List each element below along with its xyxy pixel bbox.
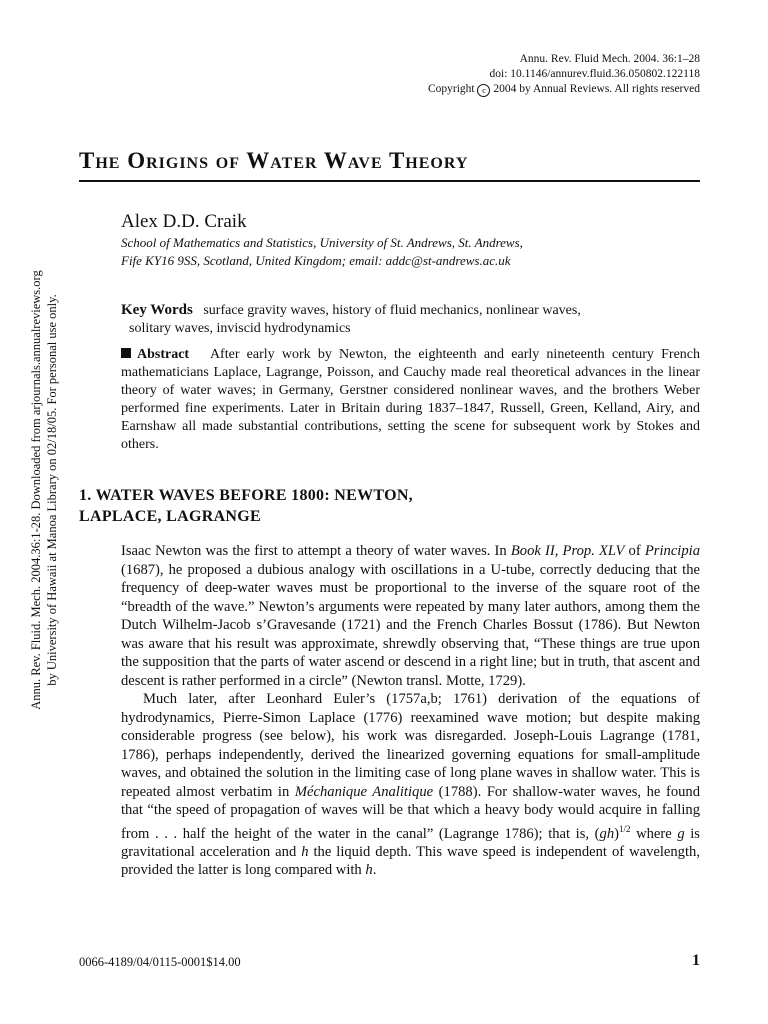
doi-line: doi: 10.1146/annurev.fluid.36.050802.122118	[489, 68, 700, 80]
text-run: is gravitational acceleration and	[121, 825, 700, 860]
text-run: the liquid depth. This wave speed is independent of wavelength, provided the latter is long compared with	[121, 843, 700, 879]
text-run: ,	[554, 543, 563, 559]
text-run: where	[630, 825, 678, 842]
square-bullet-icon	[121, 348, 131, 358]
text-run: of	[624, 543, 645, 559]
superscript: 1/2	[618, 823, 631, 834]
italic-run: Principia	[644, 543, 701, 559]
section-heading-line-1: 1. WATER WAVES BEFORE 1800: NEWTON,	[79, 487, 413, 504]
italic-run: h	[301, 843, 309, 860]
text-run: )	[614, 825, 619, 842]
section-heading-line-2: LAPLACE, LAGRANGE	[79, 508, 262, 525]
paragraph-2	[121, 690, 700, 880]
keywords-text-1: surface gravity waves, history of fluid mechanics, nonlinear waves,	[203, 303, 581, 318]
text-run: (1788). For shallow-water waves, he found that “the speed of propagation of waves will be that which a heavy body would acquire in falling from . . . half the height of the water in the canal” (Lagrange 1786); that is, (	[121, 783, 701, 842]
copyright-prefix: Copyright	[427, 83, 475, 95]
journal-header	[428, 52, 700, 97]
abstract-label: Abstract	[137, 347, 190, 362]
copyright-suffix: 2004 by Annual Reviews. All rights reserved	[493, 83, 700, 95]
text-run: Much later, after Leonhard Euler’s (1757a,b; 1761) derivation of the equations of hydrodynamics, Pierre-Simon Laplace (1776) reexamined wave motion; but despite making considerable progress (see below), his work was disregarded. Joseph-Louis Lagrange (1781, 1786), perhaps independently, derived the linearized governing equations for small-amplitude waves, and obtained the solution in the limiting case of long plane waves in shallow water. This is repeated almost verbatim in	[121, 691, 700, 800]
copyright-icon: c	[477, 84, 490, 97]
keywords-text-2: solitary waves, inviscid hydrodynamics	[129, 321, 351, 336]
author-block	[121, 210, 701, 270]
text-run: Isaac Newton was the first to attempt a theory of water waves. In	[121, 543, 511, 559]
paragraph-1	[121, 542, 700, 690]
italic-run: gh	[599, 825, 615, 842]
italic-run: g	[677, 825, 685, 842]
keywords-label: Key Words	[121, 302, 193, 318]
footer-code: 0066-4189/04/0115-0001$14.00	[79, 955, 241, 969]
abstract-block	[121, 346, 700, 454]
italic-run: Prop. XLV	[562, 543, 625, 559]
italic-run: Book II	[510, 543, 555, 559]
text-run: (1687), he proposed a dubious analogy with oscillations in a U-tube, correctly deducing that the frequency of deep-water waves must be proportional to the inverse of the square root of the “breadth of the wave.” Newton’s arguments were repeated by many later authors, among them the Dutch Wilhelm-Jacob s’Gravesande (1721) and the French Charles Bossut (1786). But Newton was aware that his result was approximate, shrewdly observing that, “These things are true upon the supposition that the parts of water ascend or descend in a right line; but in truth, that ascent and descent is rather performed in a circle” (Newton transl. Motte, 1729).	[121, 561, 700, 689]
article-title: The Origins of Water Wave Theory	[79, 148, 469, 173]
keywords-block	[121, 301, 700, 338]
download-watermark	[28, 260, 60, 720]
affiliation-line-2: Fife KY16 9SS, Scotland, United Kingdom; email: addc@st-andrews.ac.uk	[121, 253, 511, 268]
title-rule	[79, 180, 700, 182]
copyright-line	[428, 82, 700, 97]
italic-run: h	[365, 862, 373, 879]
journal-citation: Annu. Rev. Fluid Mech. 2004. 36:1–28	[519, 53, 700, 65]
affiliation-line-1: School of Mathematics and Statistics, University of St. Andrews, St. Andrews,	[121, 235, 523, 250]
page-number: 1	[692, 952, 700, 969]
body-text	[121, 542, 700, 880]
author-name: Alex D.D. Craik	[121, 211, 247, 232]
section-heading	[79, 485, 701, 527]
text-run: .	[372, 862, 377, 879]
watermark-line-2: by University of Hawaii at Manoa Library on 02/18/05. For personal use only.	[45, 294, 59, 686]
italic-run: Méchanique Analitique	[294, 783, 434, 800]
abstract-text: After early work by Newton, the eighteenth and early nineteenth century French mathematicians Laplace, Lagrange, Poisson, and Cauchy made real theoretical advances in the linear theory of water waves; in Germany, Gerstner considered nonlinear waves, and the brothers Weber performed fine experiments. Later in Britain during 1837–1847, Russell, Green, Kelland, Airy, and Earnshaw all made substantial contributions, setting the scene for subsequent work by Stokes and others.	[121, 347, 700, 452]
watermark-line-1: Annu. Rev. Fluid. Mech. 2004.36:1-28. Downloaded from arjournals.annualreviews.org	[29, 270, 43, 710]
